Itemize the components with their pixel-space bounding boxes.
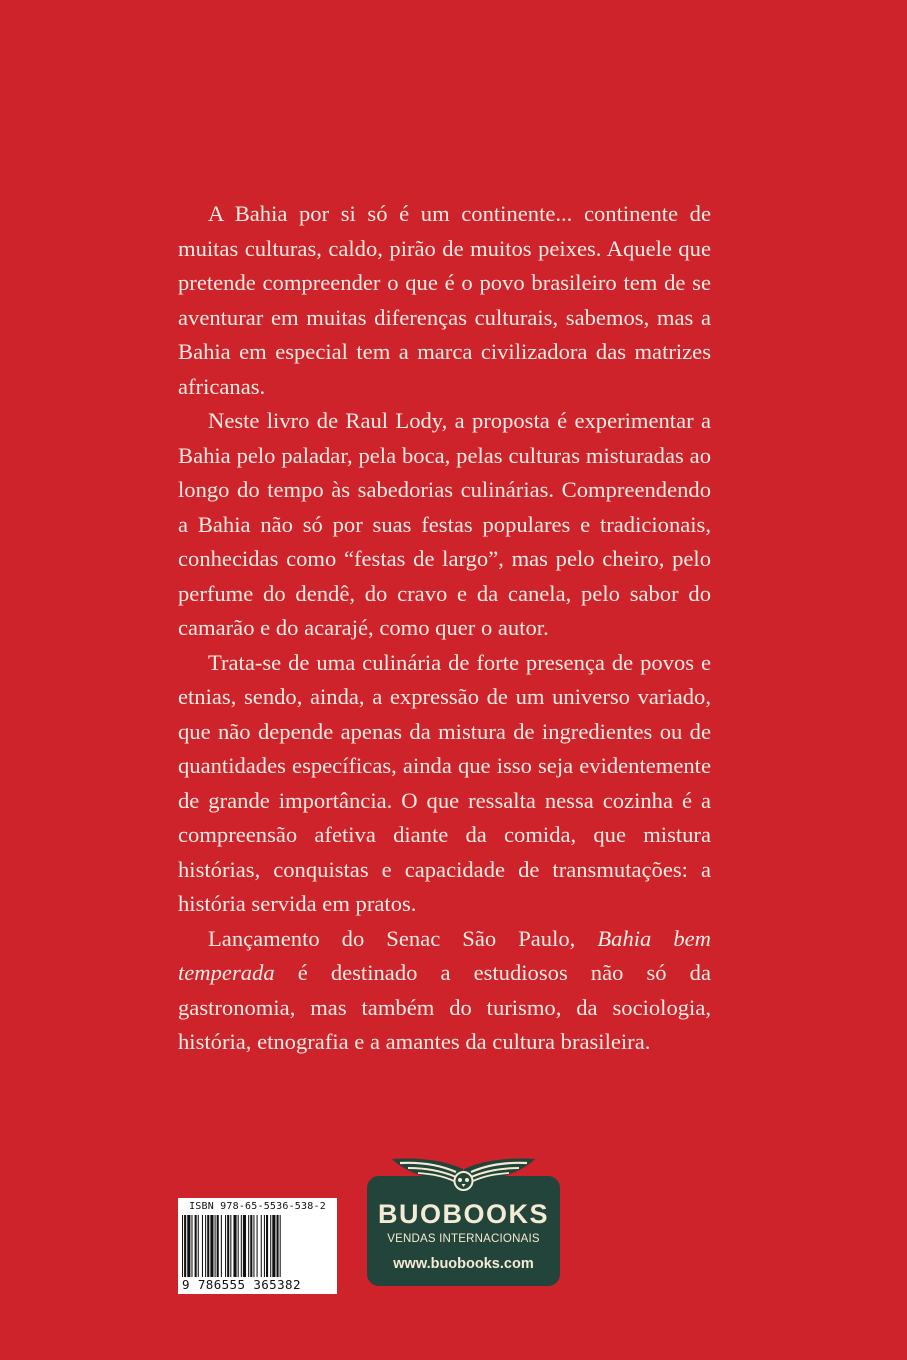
brand-name: BUOBOOKS — [377, 1199, 549, 1229]
buobooks-badge — [367, 1176, 560, 1286]
blurb-p4-end: é destinado a estudiosos não só da gastronomia, mas também do turismo, da sociologia, história, etnografia e a amantes da cultura brasileira. — [178, 960, 711, 1054]
book-title: Bahia bem temperada — [178, 925, 711, 985]
blurb-paragraph-2: Neste livro de Raul Lody, a proposta é experimentar a Bahia pelo paladar, pela boca, pelas culturas misturadas ao longo do tempo às sabedorias culinárias. Compreendendo a Bahia não só por suas festas populares e tradicionais, conhecidas como “festas de largo”, mas pelo cheiro, pelo perfume do dendê, do cravo e da canela, pelo sabor do camarão e do acarajé, como quer o autor. — [178, 408, 711, 640]
blurb-paragraph-1: A Bahia por si só é um continente... continente de muitas culturas, caldo, pirão de muitos peixes. Aquele que pretende compreender o que é o povo brasileiro tem de se aventurar em muitas diferenças culturais, sabemos, mas a Bahia em especial tem a marca civilizadora das matrizes africanas. — [178, 201, 711, 399]
barcode-bars — [182, 1215, 333, 1277]
blurb-paragraph-4 — [178, 922, 711, 1060]
brand-subtitle: VENDAS INTERNACIONAIS — [387, 1233, 540, 1245]
blurb-text — [178, 197, 711, 1060]
owl-book-wings-icon — [386, 1155, 541, 1201]
isbn-label: ISBN 978-65-5536-538-2 — [189, 1201, 326, 1212]
barcode-digits: 9 786555 365382 — [182, 1277, 301, 1292]
brand-url: www.buobooks.com — [393, 1256, 534, 1272]
blurb-paragraph-3: Trata-se de uma culinária de forte presença de povos e etnias, sendo, ainda, a expressão de um universo variado, que não depende apenas da mistura de ingredientes ou de quantidades específicas, ainda que isso seja evidentemente de grande importância. O que ressalta nessa cozinha é a compreensão afetiva diante da comida, que mistura histórias, conquistas e capacidade de transmutações: a história servida em pratos. — [178, 649, 711, 916]
isbn-barcode — [178, 1198, 337, 1294]
blurb-p4-start: Lançamento do Senac São Paulo, — [208, 925, 598, 951]
